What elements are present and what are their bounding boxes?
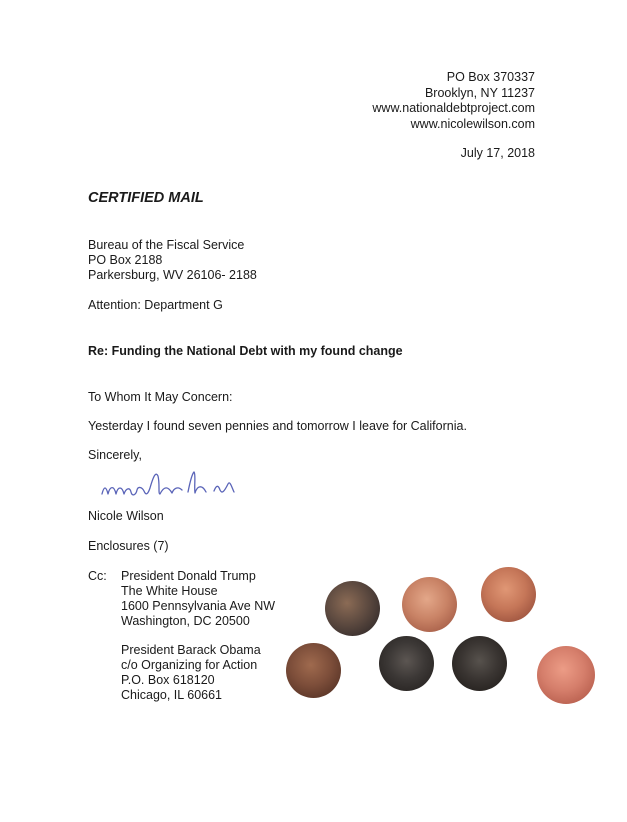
cc-recipient-line: P.O. Box 618120 — [121, 673, 215, 687]
recipient-city-state-zip: Parkersburg, WV 26106- 2188 — [88, 268, 257, 282]
cc-recipient-name: President Barack Obama — [121, 643, 261, 657]
recipient-name: Bureau of the Fiscal Service — [88, 238, 245, 252]
cc-label: Cc: — [88, 569, 107, 583]
cc-recipient-name: President Donald Trump — [121, 569, 256, 583]
penny-image — [452, 636, 507, 691]
sender-po-box: PO Box 370337 — [446, 70, 535, 84]
cc-recipient-trump — [121, 569, 275, 629]
sender-city-state-zip: Brooklyn, NY 11237 — [424, 85, 535, 100]
penny-image — [286, 643, 341, 698]
penny-image — [379, 636, 434, 691]
subject-line: Re: Funding the National Debt with my found change — [88, 344, 403, 358]
sender-address-block — [372, 70, 535, 132]
recipient-po-box: PO Box 2188 — [88, 253, 163, 267]
cc-recipient-line: Chicago, IL 60661 — [121, 688, 223, 702]
penny-image — [402, 577, 457, 632]
cc-recipient-line: c/o Organizing for Action — [121, 658, 258, 672]
penny-image — [481, 567, 536, 622]
handwritten-signature — [98, 464, 248, 504]
signer-name: Nicole Wilson — [88, 509, 164, 523]
sender-website-1: www.nationaldebtproject.com — [372, 101, 535, 115]
cc-recipient-obama — [121, 643, 261, 703]
certified-mail-heading: CERTIFIED MAIL — [88, 190, 204, 206]
cc-recipient-line: The White House — [121, 584, 218, 598]
recipient-address-block — [88, 238, 257, 283]
sender-website-2: www.nicolewilson.com — [410, 116, 535, 131]
enclosures-note: Enclosures (7) — [88, 539, 169, 553]
letter-body: Yesterday I found seven pennies and tomorrow I leave for California. — [88, 419, 467, 433]
closing: Sincerely, — [88, 448, 142, 462]
cc-recipient-line: Washington, DC 20500 — [121, 614, 250, 628]
attention-line: Attention: Department G — [88, 298, 223, 312]
salutation: To Whom It May Concern: — [88, 390, 233, 404]
penny-image — [325, 581, 380, 636]
cc-recipient-line: 1600 Pennsylvania Ave NW — [121, 599, 276, 613]
penny-image — [537, 646, 595, 704]
letter-date: July 17, 2018 — [460, 146, 535, 160]
